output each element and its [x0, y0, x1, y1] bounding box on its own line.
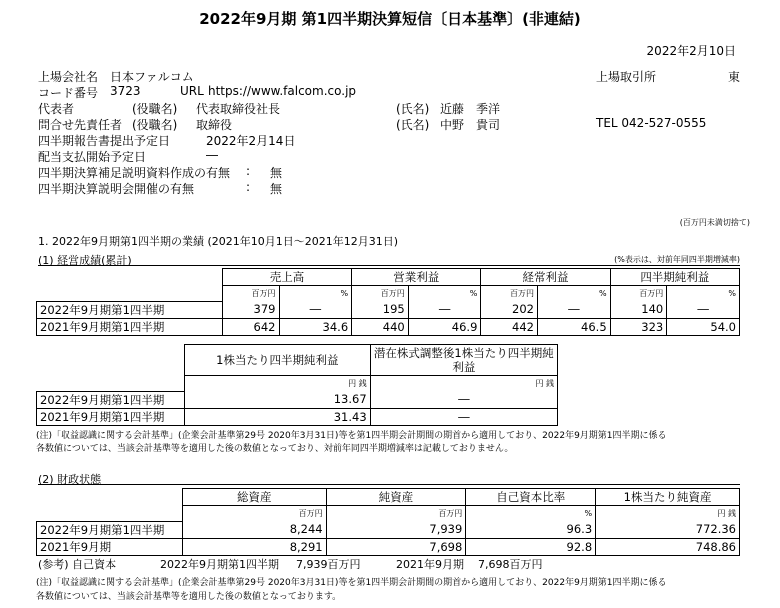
header-bps: 1株当たり純資産	[596, 489, 740, 506]
cell: ―	[538, 301, 611, 318]
section1-title: 1. 2022年9月期第1四半期の業績 (2021年10月1日～2021年12月31日)	[38, 235, 399, 248]
report-date-label: 四半期報告書提出予定日	[38, 134, 171, 148]
header-net-assets: 純資産	[326, 489, 466, 506]
rep-name: 近藤 季洋	[440, 102, 501, 116]
ref-y-value: 7,698百万円	[478, 558, 543, 571]
cell: ―	[370, 408, 557, 425]
unit-amount: 百万円	[182, 506, 326, 522]
header-operating-income: 営業利益	[352, 269, 481, 286]
page-title: 2022年9月期 第1四半期決算短信〔日本基準〕(非連結)	[199, 10, 581, 28]
row-label: 2021年9月期第1四半期	[37, 408, 185, 425]
ref-q-value: 7,939百万円	[296, 558, 361, 571]
header-eps: 1株当たり四半期純利益	[184, 345, 370, 376]
table-row	[37, 408, 558, 425]
row-label: 2022年9月期第1四半期	[37, 391, 185, 408]
rep-name-label: (氏名)	[396, 102, 430, 116]
rep-title-label: (役職名)	[132, 102, 178, 116]
contact-title-label: (役職名)	[132, 118, 178, 132]
contact-name: 中野 貴司	[440, 118, 501, 132]
report-date-value: 2022年2月14日	[206, 134, 296, 148]
cell: 54.0	[667, 318, 740, 335]
note2-line2: 各数値については、当該会計基準等を適用した後の数値となっております。	[36, 592, 342, 602]
unit-amount: 百万円	[326, 506, 466, 522]
cell: 31.43	[184, 408, 370, 425]
header-ordinary-income: 経常利益	[481, 269, 610, 286]
row-label: 2021年9月期第1四半期	[37, 318, 223, 335]
listed-company-value: 日本ファルコム	[110, 70, 194, 84]
row-label: 2022年9月期第1四半期	[37, 301, 223, 318]
eps-table	[36, 344, 558, 426]
contact-title: 取締役	[196, 118, 233, 132]
unit-pct: %	[466, 506, 596, 522]
table-row	[37, 301, 740, 318]
cell: 442	[481, 318, 538, 335]
unit-pct: %	[538, 286, 611, 302]
row-label: 2021年9月期	[37, 538, 183, 555]
cell: 13.67	[184, 391, 370, 408]
supp-colon: :	[246, 164, 251, 178]
financial-subtitle-row	[38, 471, 740, 485]
rounding-note: (百万円未満切捨て)	[679, 218, 750, 227]
table-row	[37, 538, 740, 555]
ref-label: (参考) 自己資本	[38, 558, 117, 571]
tel: TEL 042-527-0555	[596, 116, 707, 130]
cell: 748.86	[596, 538, 740, 555]
results-subtitle-row	[38, 252, 740, 266]
briefing-value: 無	[270, 182, 283, 196]
supp-value: 無	[270, 166, 283, 180]
ref-y-label: 2021年9月期	[396, 558, 464, 571]
note2-line1: (注)「収益認識に関する会計基準」(企業会計基準第29号 2020年3月31日)等を第1四半期会計期間の期首から適用しており、2022年9月期第1四半期に係る	[36, 578, 667, 588]
contact-label: 問合せ先責任者	[38, 118, 123, 132]
listed-company-label: 上場会社名	[38, 70, 99, 84]
header-equity-ratio: 自己資本比率	[466, 489, 596, 506]
cell: 8,291	[182, 538, 326, 555]
dividend-label: 配当支払開始予定日	[38, 150, 147, 164]
financial-subtitle: (2) 財政状態	[38, 473, 102, 486]
table-row	[37, 318, 740, 335]
ref-q-label: 2022年9月期第1四半期	[160, 558, 279, 571]
cell: 34.6	[279, 318, 352, 335]
financial-table	[36, 488, 740, 556]
unit-amount: 百万円	[352, 286, 409, 302]
cell: 379	[222, 301, 279, 318]
rep-title: 代表取締役社長	[196, 102, 281, 116]
cell: 7,698	[326, 538, 466, 555]
dividend-value: ―	[206, 148, 218, 162]
cell: ―	[370, 391, 557, 408]
note1-line1: (注)「収益認識に関する会計基準」(企業会計基準第29号 2020年3月31日)等を第1四半期会計期間の期首から適用しており、2022年9月期第1四半期に係る	[36, 431, 667, 441]
report-date: 2022年2月10日	[646, 44, 736, 58]
unit-yen: 円 銭	[184, 376, 370, 392]
cell: 323	[610, 318, 667, 335]
unit-yen: 円 銭	[370, 376, 557, 392]
table-row	[37, 521, 740, 538]
cell: ―	[667, 301, 740, 318]
unit-yen: 円 銭	[596, 506, 740, 522]
cell: 202	[481, 301, 538, 318]
unit-amount: 百万円	[222, 286, 279, 302]
table-row	[37, 391, 558, 408]
unit-pct: %	[667, 286, 740, 302]
supp-label: 四半期決算補足説明資料作成の有無	[38, 166, 231, 180]
briefing-label: 四半期決算説明会開催の有無	[38, 182, 195, 196]
cell: 140	[610, 301, 667, 318]
cell: 46.5	[538, 318, 611, 335]
url-label: URL	[180, 84, 204, 98]
cell: 440	[352, 318, 409, 335]
results-subtitle: (1) 経営成績(累計)	[38, 254, 132, 267]
cell: 195	[352, 301, 409, 318]
cell: 642	[222, 318, 279, 335]
cell: ―	[279, 301, 352, 318]
exchange-label: 上場取引所	[596, 70, 657, 84]
code-label: コード番号	[38, 86, 99, 100]
unit-pct: %	[279, 286, 352, 302]
results-note: (%表示は、対前年同四半期増減率)	[614, 255, 740, 264]
cell: 7,939	[326, 521, 466, 538]
note1-line2: 各数値については、当該会計基準等を適用した後の数値となっており、対前年同四半期増減率は記載しておりません。	[36, 444, 514, 454]
url-link[interactable]: https://www.falcom.co.jp	[208, 84, 357, 98]
cell: 92.8	[466, 538, 596, 555]
header-sales: 売上高	[222, 269, 351, 286]
header-net-income: 四半期純利益	[610, 269, 739, 286]
cell: 96.3	[466, 521, 596, 538]
row-label: 2022年9月期第1四半期	[37, 521, 183, 538]
header-diluted-eps: 潜在株式調整後1株当たり四半期純利益	[370, 345, 557, 376]
rep-label: 代表者	[38, 102, 75, 116]
briefing-colon: :	[246, 180, 251, 194]
code-value: 3723	[110, 84, 141, 98]
unit-pct: %	[408, 286, 481, 302]
exchange-value: 東	[728, 70, 741, 84]
cell: 46.9	[408, 318, 481, 335]
header-total-assets: 総資産	[182, 489, 326, 506]
unit-amount: 百万円	[481, 286, 538, 302]
unit-amount: 百万円	[610, 286, 667, 302]
cell: 772.36	[596, 521, 740, 538]
cell: 8,244	[182, 521, 326, 538]
contact-name-label: (氏名)	[396, 118, 430, 132]
cell: ―	[408, 301, 481, 318]
results-table	[36, 268, 740, 336]
